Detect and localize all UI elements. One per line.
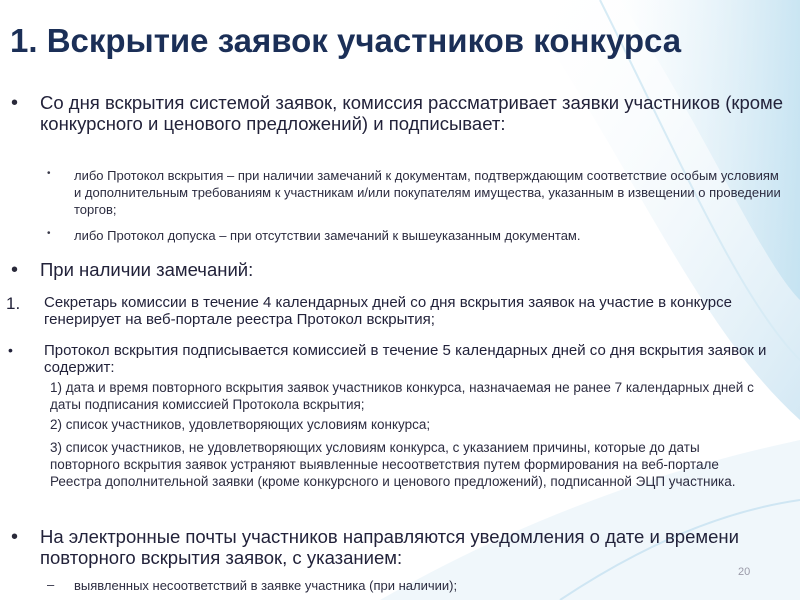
notification-text: На электронные почты участников направляются уведомления о дате и времени повторного вскрытия заявок, с указанием: (40, 526, 739, 568)
bullet-marker: • (47, 168, 51, 179)
bullet-marker: • (11, 259, 19, 281)
bullet-marker: • (11, 92, 19, 114)
bullet-marker: • (11, 526, 19, 548)
discrepancy-text: выявленных несоответствий в заявке участника (при наличии); (74, 578, 458, 593)
protocol-opening-text: либо Протокол вскрытия – при наличии замечаний к документам, подтверждающим соответствие особым условиям и дополнительным требованиям к участникам и/или покупателям имущества, указанным в извещении о проведении торгов; (74, 168, 781, 217)
page-number: 20 (738, 566, 751, 578)
dash-marker: – (47, 577, 55, 592)
remarks-text: При наличии замечаний: (40, 259, 254, 280)
protocol-admission-text: либо Протокол допуска – при отсутствии замечаний к вышеуказанным документам. (74, 228, 581, 243)
step-protocol-signing-text: Протокол вскрытия подписывается комиссией в течение 5 календарных дней со дня вскрытия заявок и содержит: (44, 342, 767, 376)
bullet-marker: • (47, 228, 51, 239)
protocol-point-text: 3) список участников, не удовлетворяющих условиям конкурса, с указанием причины, которые до даты повторного вскрытия заявок устраняют выявленные несоответствия путем формирования на веб-портале Реестра дополнительной заявки (кроме конкурсного и ценового предложений), подписанной ЭЦП участника. (50, 440, 736, 489)
step-secretary-text: Секретарь комиссии в течение 4 календарных дней со дня вскрытия заявок на участие в конкурсе генерирует на веб-портале реестра Протокол вскрытия; (44, 294, 732, 328)
page-title: 1. Вскрытие заявок участников конкурса (10, 22, 682, 59)
number-marker: 1. (6, 294, 21, 313)
bullet-marker: • (8, 342, 13, 358)
intro-text: Со дня вскрытия системой заявок, комиссия рассматривает заявки участников (кроме конкурсного и ценового предложений) и подписывает: (40, 92, 784, 134)
protocol-point-text: 1) дата и время повторного вскрытия заявок участников конкурса, назначаемая не ранее 7 календарных дней с даты подписания комиссией Протокола вскрытия; (50, 380, 754, 412)
protocol-point-text: 2) список участников, удовлетворяющих условиям конкурса; (50, 417, 431, 432)
